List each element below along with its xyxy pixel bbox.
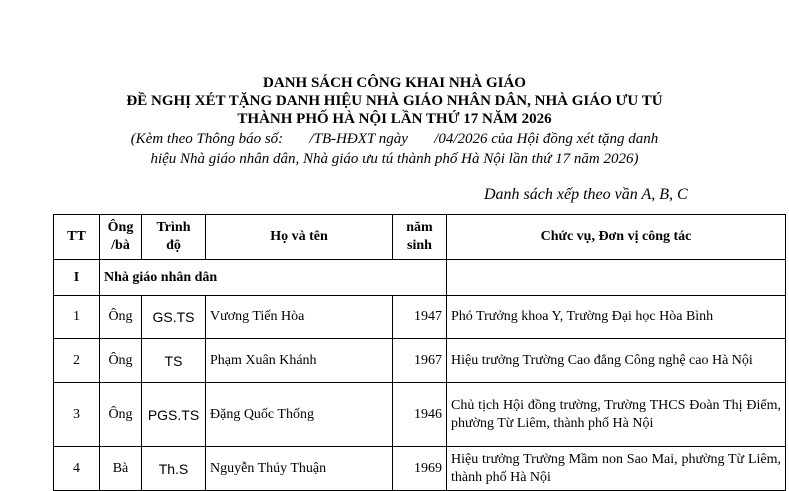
- column-header-birth-year: năm sinh: [393, 215, 447, 260]
- document-subtitle: ĐỀ NGHỊ XÉT TẶNG DANH HIỆU NHÀ GIÁO NHÂN DÂN, NHÀ GIÁO ƯU TÚ: [126, 93, 663, 109]
- row-degree: GS.TS: [142, 296, 206, 339]
- row-birth-year: 1967: [393, 339, 447, 383]
- row-tt: 4: [54, 447, 100, 491]
- row-tt: 3: [54, 383, 100, 447]
- document-title: DANH SÁCH CÔNG KHAI NHÀ GIÁO: [263, 75, 526, 91]
- row-gender: Ông: [100, 383, 142, 447]
- section-empty-cell: [447, 260, 786, 296]
- row-gender: Ông: [100, 296, 142, 339]
- table-row: [54, 447, 786, 491]
- row-tt: 1: [54, 296, 100, 339]
- teacher-list-table: [53, 214, 786, 491]
- row-degree: TS: [142, 339, 206, 383]
- column-header-name: Họ và tên: [206, 215, 393, 260]
- row-birth-year: 1969: [393, 447, 447, 491]
- table-row: [54, 383, 786, 447]
- row-degree: Th.S: [142, 447, 206, 491]
- row-name: Đặng Quốc Thống: [206, 383, 393, 447]
- row-tt: 2: [54, 339, 100, 383]
- section-row: [54, 260, 786, 296]
- row-position: Phó Trưởng khoa Y, Trường Đại học Hòa Bình: [447, 296, 786, 339]
- row-position: Hiệu trưởng Trường Cao đẳng Công nghệ cao Hà Nội: [447, 339, 786, 383]
- document-subtitle-city: THÀNH PHỐ HÀ NỘI LẦN THỨ 17 NĂM 2026: [237, 111, 552, 127]
- column-header-gender: Ông /bà: [100, 215, 142, 260]
- row-birth-year: 1947: [393, 296, 447, 339]
- section-number: I: [54, 260, 100, 296]
- column-header-tt: TT: [54, 215, 100, 260]
- row-position: Hiệu trưởng Trường Mầm non Sao Mai, phường Từ Liêm, thành phố Hà Nội: [447, 447, 786, 491]
- row-position: Chủ tịch Hội đồng trường, Trường THCS Đoàn Thị Điểm, phường Từ Liêm, thành phố Hà Nội: [447, 383, 786, 447]
- reference-note-line2: hiệu Nhà giáo nhân dân, Nhà giáo ưu tú thành phố Hà Nội lần thứ 17 năm 2026): [150, 151, 639, 167]
- row-degree: PGS.TS: [142, 383, 206, 447]
- column-header-position: Chức vụ, Đơn vị công tác: [447, 215, 786, 260]
- reference-note-line1: (Kèm theo Thông báo số: /TB-HĐXT ngày /04/2026 của Hội đồng xét tặng danh: [130, 131, 659, 147]
- row-gender: Ông: [100, 339, 142, 383]
- table-header-row: [54, 215, 786, 260]
- section-title: Nhà giáo nhân dân: [100, 260, 447, 296]
- row-name: Nguyễn Thúy Thuận: [206, 447, 393, 491]
- row-gender: Bà: [100, 447, 142, 491]
- table-row: [54, 296, 786, 339]
- row-name: Vương Tiến Hòa: [206, 296, 393, 339]
- column-header-degree: Trình độ: [142, 215, 206, 260]
- row-birth-year: 1946: [393, 383, 447, 447]
- sort-order-note: Danh sách xếp theo vần A, B, C: [484, 186, 688, 203]
- row-name: Phạm Xuân Khánh: [206, 339, 393, 383]
- table-row: [54, 339, 786, 383]
